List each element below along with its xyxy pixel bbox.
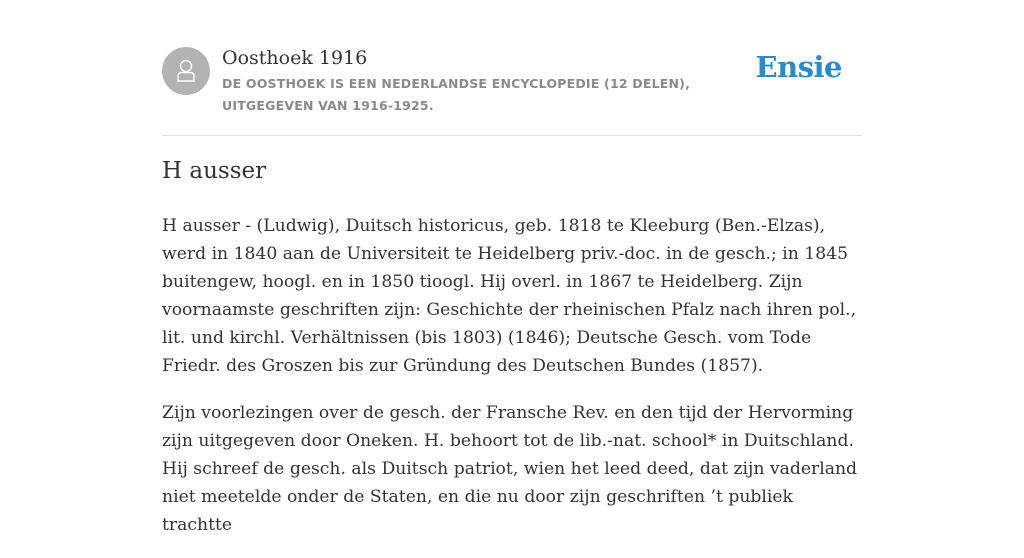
article-title: H ausser	[162, 158, 267, 184]
article-body	[162, 212, 862, 558]
brand-logo[interactable]: Ensie	[755, 50, 842, 84]
source-title[interactable]: Oosthoek 1916	[222, 47, 368, 69]
article-paragraph: Zijn voorlezingen over de gesch. der Fransche Rev. en den tijd der Hervorming zijn uitgegeven door Oneken. H. behoort tot de lib.-nat. school* in Duitschland. Hij schreef de gesch. als Duitsch patriot, wien het leed deed, dat zijn vaderland niet meetelde onder de Staten, en die nu door zijn geschriften ’t publiek trachtte	[162, 403, 858, 535]
user-icon-glyph	[171, 56, 201, 86]
source-description: DE OOSTHOEK IS EEN NEDERLANDSE ENCYCLOPEDIE (12 DELEN), UITGEGEVEN VAN 1916-1925.	[222, 76, 691, 113]
source-header	[162, 44, 862, 124]
user-icon[interactable]	[162, 47, 210, 95]
article-paragraph: H ausser - (Ludwig), Duitsch historicus, geb. 1818 te Kleeburg (Ben.-Elzas), werd in 1840 aan de Universiteit te Heidelberg priv.-doc. in de gesch.; in 1845 buitengew, hoogl. en in 1850 tioogl. Hij overl. in 1867 te Heidelberg. Zijn voornaamste geschriften zijn: Geschichte der rheinischen Pfalz nach ihren pol., lit. und kirchl. Verhältnissen (bis 1803) (1846); Deutsche Gesch. vom Tode Friedr. des Groszen bis zur Gründung des Deutschen Bundes (1857).	[162, 216, 857, 376]
header-divider	[162, 135, 862, 136]
